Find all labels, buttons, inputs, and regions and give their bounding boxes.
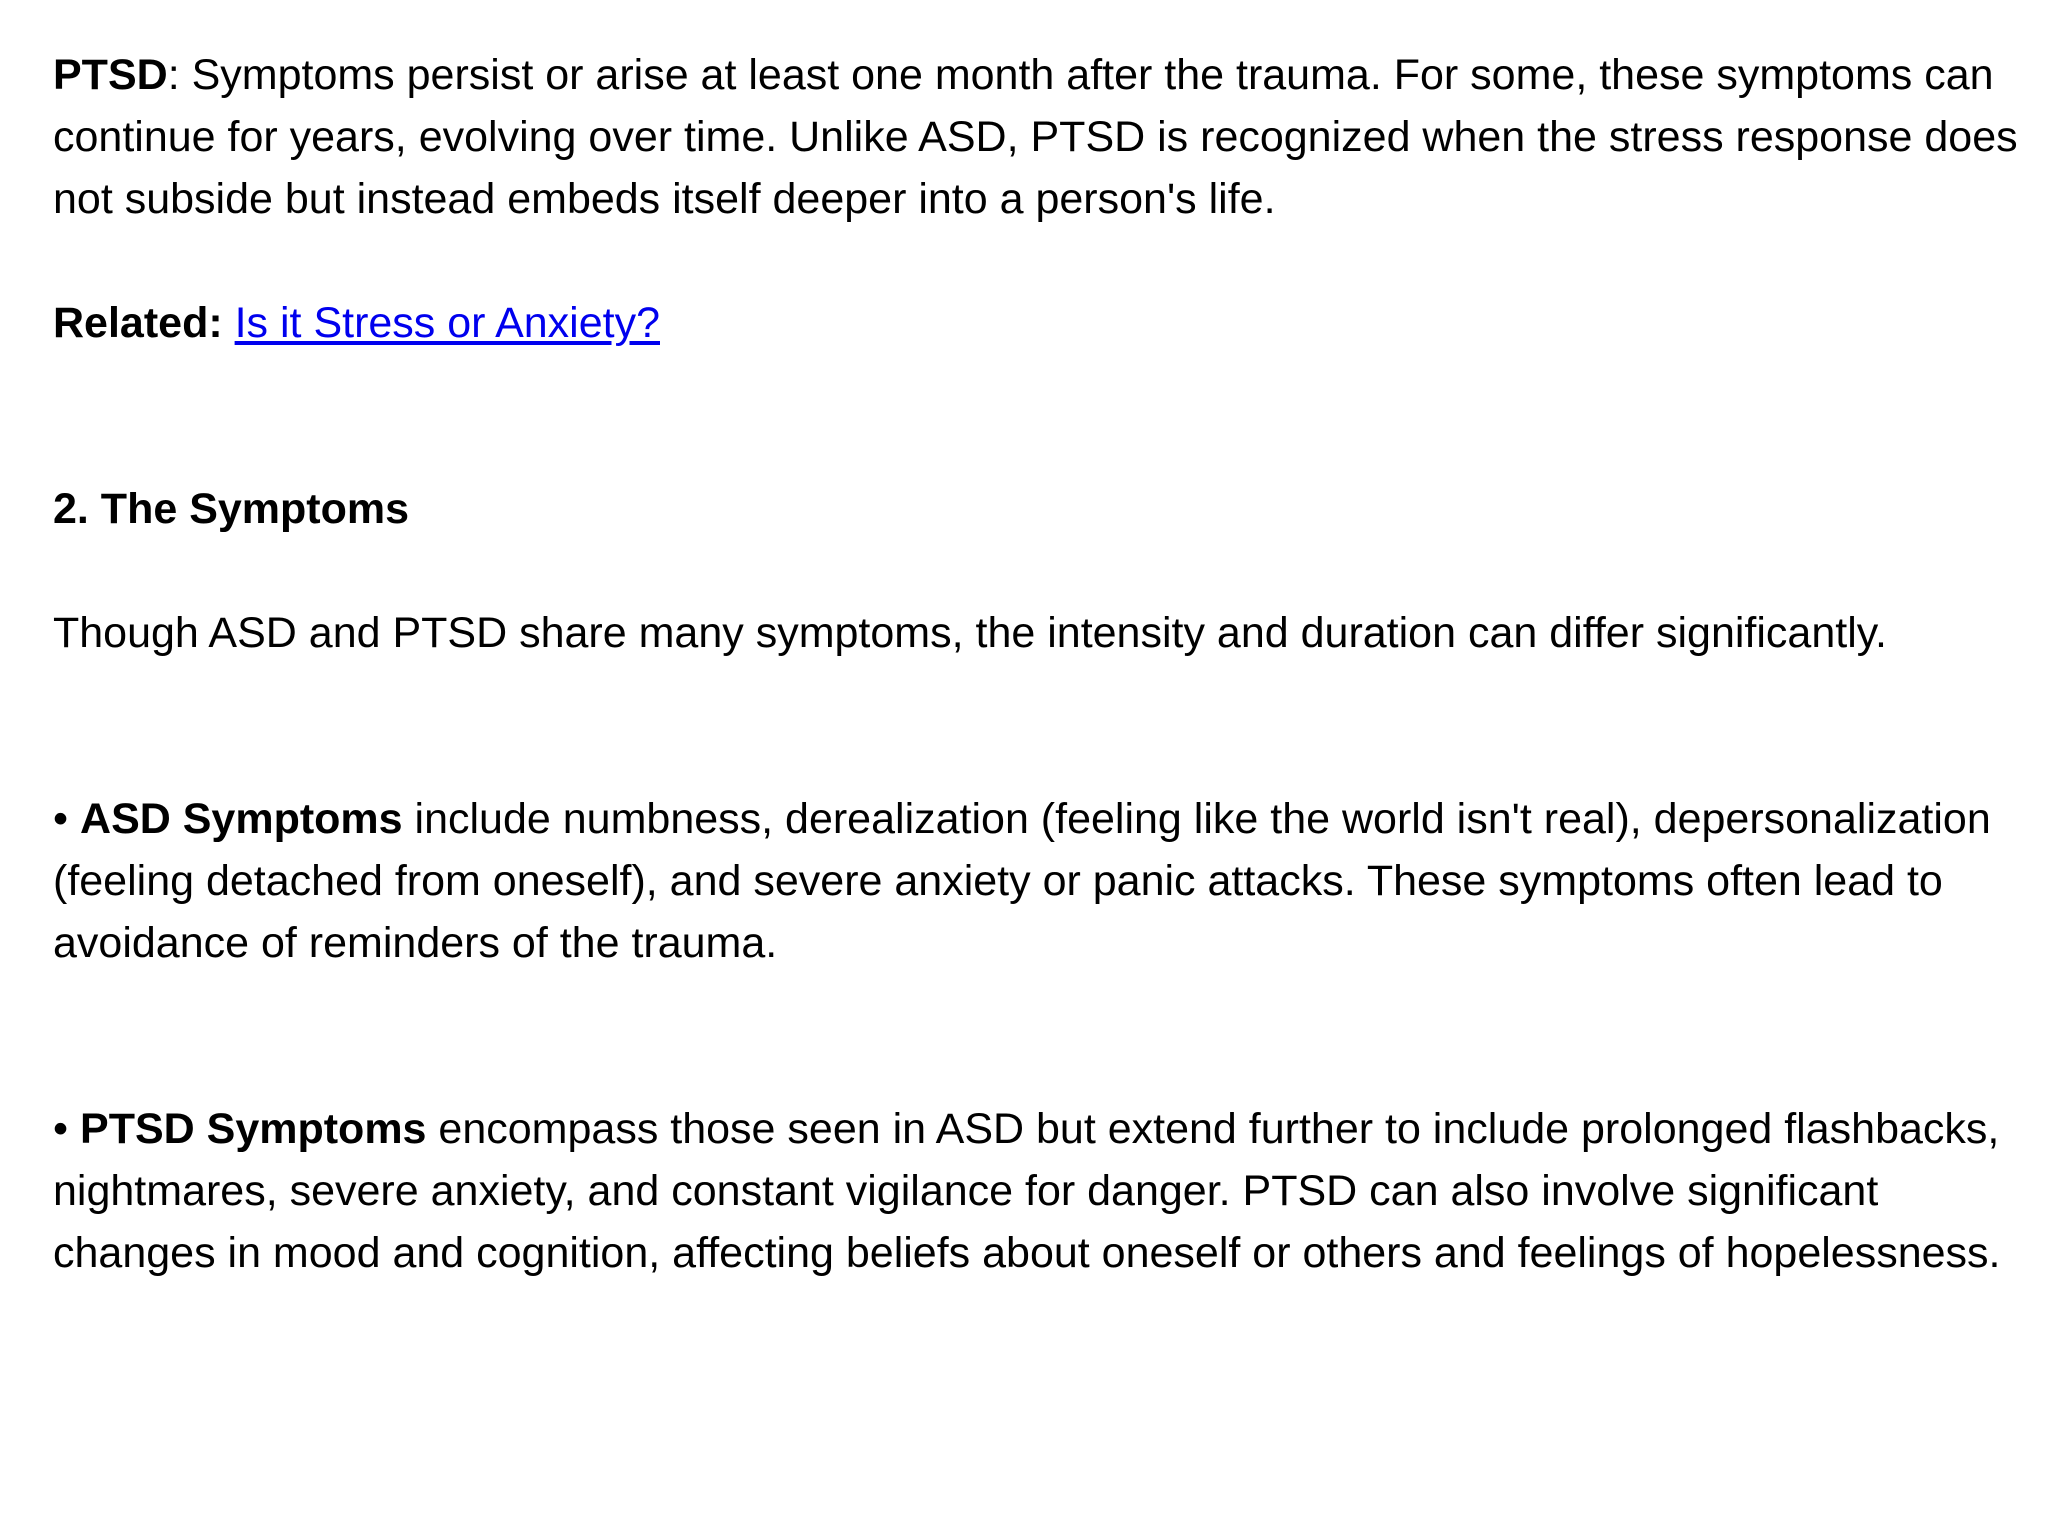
asd-symptoms-text: include numbness, derealization (feeling like the world isn't real), depersonalization (feeling detached from oneself), and severe anxiety or panic attacks. These symptoms often lead to avoidance of reminders of the trauma. bbox=[53, 795, 1991, 967]
list-item-asd-symptoms bbox=[53, 788, 2028, 974]
ptsd-definition-paragraph bbox=[53, 44, 2028, 230]
asd-symptoms-term: ASD Symptoms bbox=[80, 795, 403, 843]
section-heading: 2. The Symptoms bbox=[53, 485, 410, 533]
related-label: Related: bbox=[53, 299, 223, 347]
ptsd-symptoms-term: PTSD Symptoms bbox=[80, 1105, 427, 1153]
ptsd-separator: : bbox=[167, 51, 180, 99]
ptsd-symptoms-text: encompass those seen in ASD but extend further to include prolonged flashbacks, nightmares, severe anxiety, and constant vigilance for danger. PTSD can also involve significant changes in mood and cognition, affecting beliefs about oneself or others and feelings of hopelessness. bbox=[53, 1105, 2001, 1277]
ptsd-definition-text: Symptoms persist or arise at least one month after the trauma. For some, these symptoms can continue for years, evolving over time. Unlike ASD, PTSD is recognized when the stress response does not subside but instead embeds itself deeper into a person's life. bbox=[53, 51, 2018, 223]
related-article-link[interactable]: Is it Stress or Anxiety? bbox=[234, 299, 660, 347]
ptsd-term: PTSD bbox=[53, 51, 168, 99]
section-intro-paragraph: Though ASD and PTSD share many symptoms, the intensity and duration can differ significantly. bbox=[53, 609, 1888, 657]
bullet-marker: • bbox=[53, 795, 69, 843]
related-line bbox=[53, 292, 2028, 354]
list-item-ptsd-symptoms bbox=[53, 1098, 2028, 1284]
article-content bbox=[53, 44, 2028, 1284]
bullet-marker: • bbox=[53, 1105, 69, 1153]
